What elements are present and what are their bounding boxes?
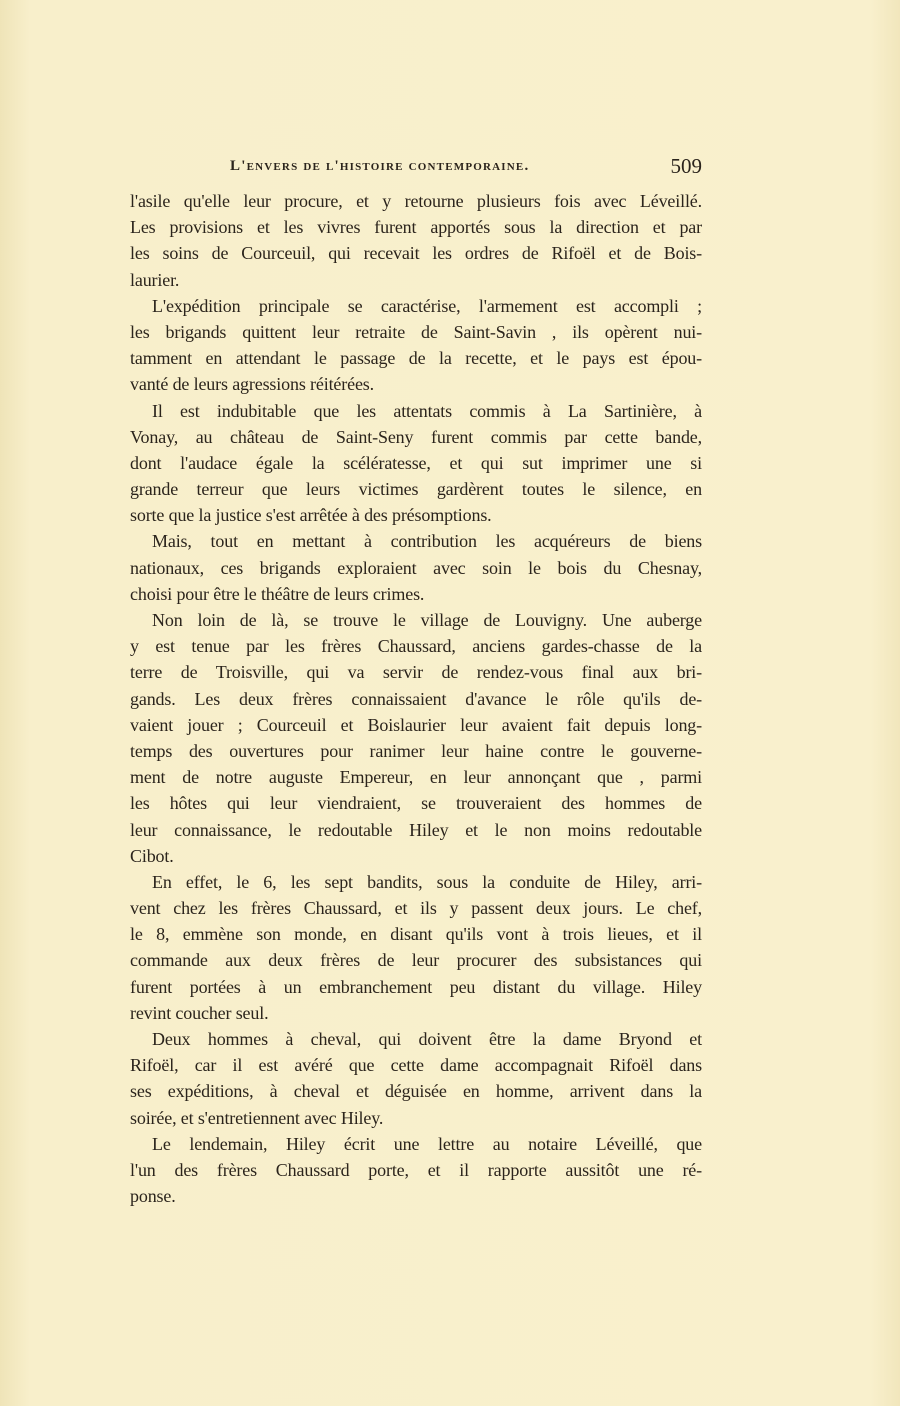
paragraph-6-line: En effet, le 6, les sept bandits, sous la conduite de Hiley, arri- [152,871,702,892]
paragraph-7-line: soirée, et s'entretiennent avec Hiley. [130,1107,384,1128]
running-title: L'envers de l'histoire contemporaine. [230,158,530,174]
paragraph-2-line: vanté de leurs agressions réitérées. [130,374,374,395]
paragraph-1-line: l'asile qu'elle leur procure, et y retourne plusieurs fois avec Léveillé. [130,191,702,211]
paragraph-7-line: Deux hommes à cheval, qui doivent être la dame Bryond et [152,1029,702,1049]
paragraph-3-line: dont l'audace égale la scélératesse, et qui sut imprimer une si [130,452,702,473]
paragraph-4-line: Mais, tout en mettant à contribution les acquéreurs de biens [152,531,702,552]
paragraph-5-line: vaient jouer ; Courceuil et Boislaurier leur avaient fait depuis long- [130,714,702,735]
paragraph-6-line: vent chez les frères Chaussard, et ils y passent deux jours. Le chef, [130,898,702,919]
paragraph-7-line: Rifoël, car il est avéré que cette dame accompagnait Rifoël dans [130,1055,702,1076]
page-body-text [130,188,702,1209]
paragraph-8-line: l'un des frères Chaussard porte, et il rapporte aussitôt une ré- [130,1159,702,1180]
paragraph-4-line: nationaux, ces brigands exploraient avec soin le bois du Chesnay, [130,557,702,578]
paragraph-6-line: le 8, emmène son monde, en disant qu'ils vont à trois lieues, et il [130,924,702,945]
paragraph-5-line: ment de notre auguste Empereur, en leur annonçant que , parmi [130,767,702,788]
paragraph-5-line: gands. Les deux frères connaissaient d'avance le rôle qu'ils de- [130,688,702,709]
paragraph-3-line: sorte que la justice s'est arrêtée à des présomptions. [130,505,492,526]
paragraph-6-line: commande aux deux frères de leur procurer des subsistances qui [130,950,702,971]
paragraph-6-line: revint coucher seul. [130,1002,269,1023]
paragraph-5-line: terre de Troisville, qui va servir de rendez-vous final aux bri- [130,662,702,683]
paragraph-1-line: laurier. [130,269,180,290]
paragraph-5-line: leur connaissance, le redoutable Hiley et le non moins redoutable [130,819,702,840]
paragraph-2-line: les brigands quittent leur retraite de Saint-Savin , ils opèrent nui- [130,321,702,342]
paragraph-3-line: Vonay, au château de Saint-Seny furent commis par cette bande, [130,426,702,447]
paragraph-8-line: Le lendemain, Hiley écrit une lettre au notaire Léveillé, que [152,1133,702,1154]
paragraph-5-line: y est tenue par les frères Chaussard, anciens gardes-chasse de la [130,636,702,657]
paragraph-3-line: Il est indubitable que les attentats commis à La Sartinière, à [152,400,702,421]
paragraph-4-line: choisi pour être le théâtre de leurs crimes. [130,583,425,604]
page-number: 509 [670,154,702,178]
paragraph-3-line: grande terreur que leurs victimes gardèrent toutes le silence, en [130,479,702,500]
paragraph-7-line: ses expéditions, à cheval et déguisée en homme, arrivent dans la [130,1081,702,1102]
paragraph-1-line: les soins de Courceuil, qui recevait les ordres de Rifoël et de Bois- [130,243,702,264]
paragraph-2-line: tamment en attendant le passage de la recette, et le pays est épou- [130,348,702,369]
paragraph-8-line: ponse. [130,1186,176,1207]
paragraph-2-line: L'expédition principale se caractérise, l'armement est accompli ; [152,295,702,316]
paragraph-5-line: Cibot. [130,845,174,866]
paragraph-5-line: Non loin de là, se trouve le village de Louvigny. Une auberge [152,610,702,630]
paragraph-6-line: furent portées à un embranchement peu distant du village. Hiley [130,976,702,997]
paragraph-1-line: Les provisions et les vivres furent apportés sous la direction et par [130,217,702,238]
paragraph-5-line: temps des ouvertures pour ranimer leur haine contre le gouverne- [130,740,702,761]
paragraph-5-line: les hôtes qui leur viendraient, se trouveraient des hommes de [130,793,702,814]
page-header [130,156,702,182]
